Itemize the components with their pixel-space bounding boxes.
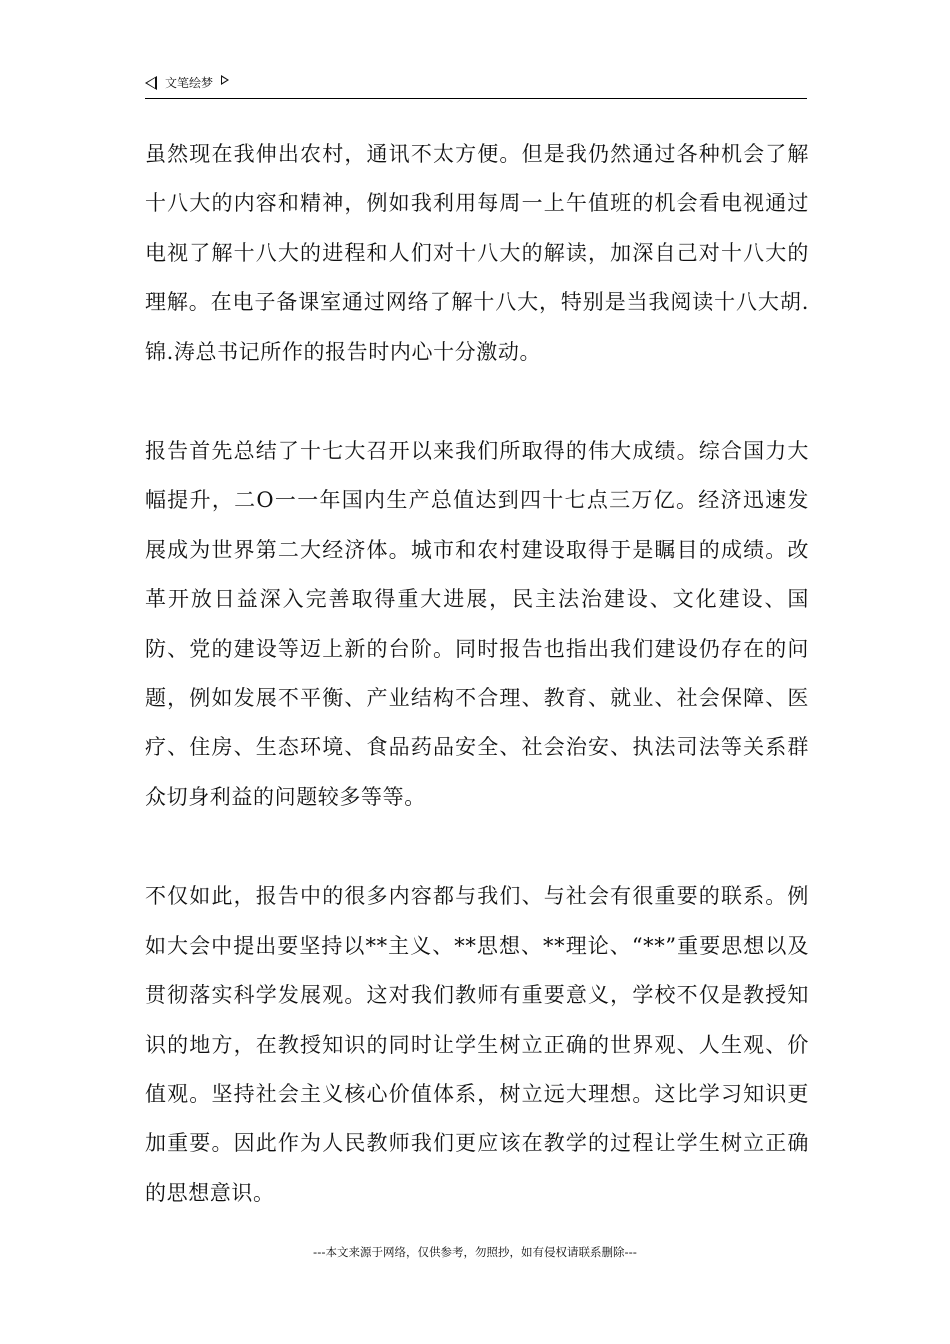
header-title: 文笔绘梦 — [165, 76, 214, 90]
paragraph-3: 不仅如此，报告中的很多内容都与我们、与社会有很重要的联系。例如大会中提出要坚持以**主义、**思想、**理论、“**”重要思想以及贯彻落实科学发展观。这对我们教师有重要意义，学校不仅是教授知识的地方，在教授知识的同时让学生树立正确的世界观、人生观、价值观。坚持社会主义核心价值体系，树立远大理想。这比学习知识更加重要。因此作为人民教师我们更应该在教学的过程让学生树立正确的思想意识。 — [145, 884, 809, 1205]
left-triangle-icon — [145, 76, 157, 90]
paragraph-1: 虽然现在我伸出农村，通讯不太方便。但是我仍然通过各种机会了解十八大的内容和精神，例如我利用每周一上午值班的机会看电视通过电视了解十八大的进程和人们对十八大的解读，加深自己对十八大的理解。在电子备课室通过网络了解十八大，特别是当我阅读十八大胡.锦.涛总书记所作的报告时内心十分激动。 — [145, 142, 809, 364]
right-triangle-icon — [221, 75, 229, 85]
page-footer: ---本文来源于网络，仅供参考，勿照抄，如有侵权请联系删除--- — [313, 1245, 637, 1259]
paragraph-2: 报告首先总结了十七大召开以来我们所取得的伟大成绩。综合国力大幅提升，二O一一年国内生产总值达到四十七点三万亿。经济迅速发展成为世界第二大经济体。城市和农村建设取得于是瞩目的成绩。改革开放日益深入完善取得重大进展，民主法治建设、文化建设、国防、党的建设等迈上新的台阶。同时报告也指出我们建设仍存在的问题，例如发展不平衡、产业结构不合理、教育、就业、社会保障、医疗、住房、生态环境、食品药品安全、社会治安、执法司法等关系群众切身利益的问题较多等等。 — [145, 439, 809, 809]
page-header — [145, 70, 807, 99]
document-body — [145, 130, 809, 1218]
header-brand — [145, 74, 229, 91]
